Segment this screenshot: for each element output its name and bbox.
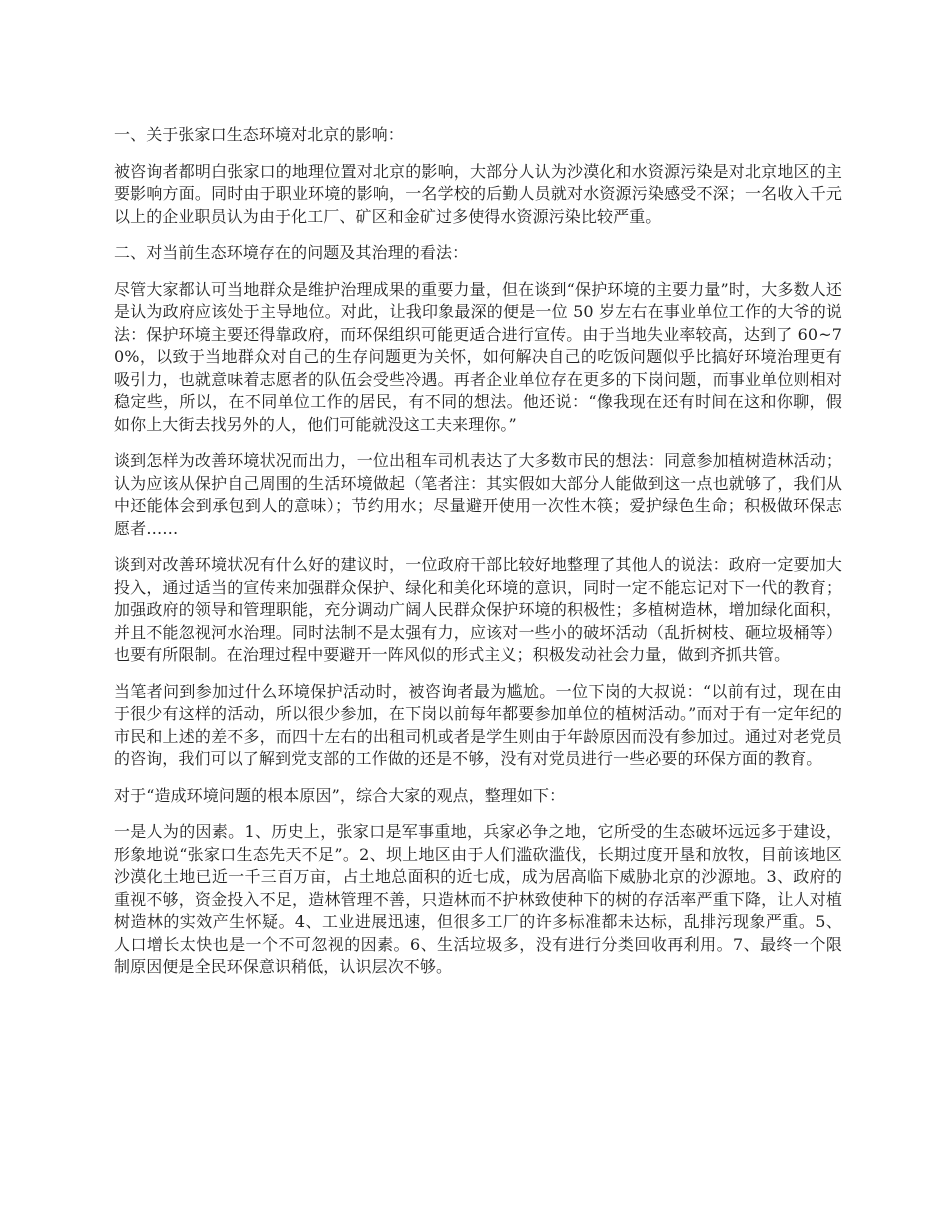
paragraph-6: 对于“造成环境问题的根本原因”，综合大家的观点，整理如下： <box>114 785 566 805</box>
section-heading-2: 二、对当前生态环境存在的问题及其治理的看法： <box>114 243 469 262</box>
paragraph-2: 尽管大家都认可当地群众是维护治理成果的重要力量，但在谈到“保护环境的主要力量”时，大多数人还是认为政府应该处于主导地位。对此，让我印象最深的便是一位 50 岁左右在事业单位工作的大爷的说法：保护环境主要还得靠政府，而环保组织可能更适合进行宣传。由于当地失业率较高，达到了 60~70%，以致于当地群众对自己的生存问题更为关怀，如何解决自己的吃饭问题似乎比搞好环境治理更有吸引力，也就意味着志愿者的队伍会受些冷遇。再者企业单位存在更多的下岗问题，而事业单位则相对稳定些，所以，在不同单位工作的居民，有不同的想法。他还说：“像我现在还有时间在这和你聊，假如你上大街去找另外的人，他们可能就没这工夫来理你。” <box>114 279 842 434</box>
paragraph-4: 谈到对改善环境状况有什么好的建议时，一位政府干部比较好地整理了其他人的说法：政府一定要加大投入，通过适当的宣传来加强群众保护、绿化和美化环境的意识，同时一定不能忘记对下一代的教育；加强政府的领导和管理职能，充分调动广阔人民群众保护环境的积极性；多植树造林，增加绿化面积，并且不能忽视河水治理。同时法制不是太强有力，应该对一些小的破坏活动（乱折树枝、砸垃圾桶等）也要有所限制。在治理过程中要避开一阵风似的形式主义；积极发动社会力量，做到齐抓共管。 <box>114 555 842 664</box>
section-heading-1: 一、关于张家口生态环境对北京的影响： <box>114 125 404 144</box>
paragraph-1: 被咨询者都明白张家口的地理位置对北京的影响，大部分人认为沙漠化和水资源污染是对北京地区的主要影响方面。同时由于职业环境的影响，一名学校的后勤人员就对水资源污染感受不深；一名收入千元以上的企业职员认为由于化工厂、矿区和金矿过多使得水资源污染比较严重。 <box>114 161 842 226</box>
paragraph-5: 当笔者问到参加过什么环境保护活动时，被咨询者最为尴尬。一位下岗的大叔说：“以前有过，现在由于很少有这样的活动，所以很少参加，在下岗以前每年都要参加单位的植树活动。”而对于有一定年纪的市民和上述的差不多，而四十左右的出租司机或者是学生则由于年龄原因而没有参加过。通过对老党员的咨询，我们可以了解到党支部的工作做的还是不够，没有对党员进行一些必要的环保方面的教育。 <box>114 681 842 768</box>
paragraph-7: 一是人为的因素。1、历史上，张家口是军事重地，兵家必争之地，它所受的生态破坏远远多于建设，形象地说“张家口生态先天不足”。2、坝上地区由于人们滥砍滥伐，长期过度开垦和放牧，目前该地区沙漠化土地已近一千三百万亩，占土地总面积的近七成，成为居高临下威胁北京的沙源地。3、政府的重视不够，资金投入不足，造林管理不善，只造林而不护林致使种下的树的存活率严重下降，让人对植树造林的实效产生怀疑。4、工业进展迅速，但很多工厂的许多标准都未达标，乱排污现象严重。5、人口增长太快也是一个不可忽视的因素。6、生活垃圾多，没有进行分类回收再利用。7、最终一个限制原因便是全民环保意识稍低，认识层次不够。 <box>114 822 842 976</box>
document-body <box>114 124 842 993</box>
paragraph-3: 谈到怎样为改善环境状况而出力，一位出租车司机表达了大多数市民的想法：同意参加植树造林活动；认为应该从保护自己周围的生活环境做起（笔者注：其实假如大部分人能做到这一点也就够了，我们从中还能体会到承包到人的意味）；节约用水；尽量避开使用一次性木筷；爱护绿色生命；积极做环保志愿者…… <box>114 451 842 538</box>
